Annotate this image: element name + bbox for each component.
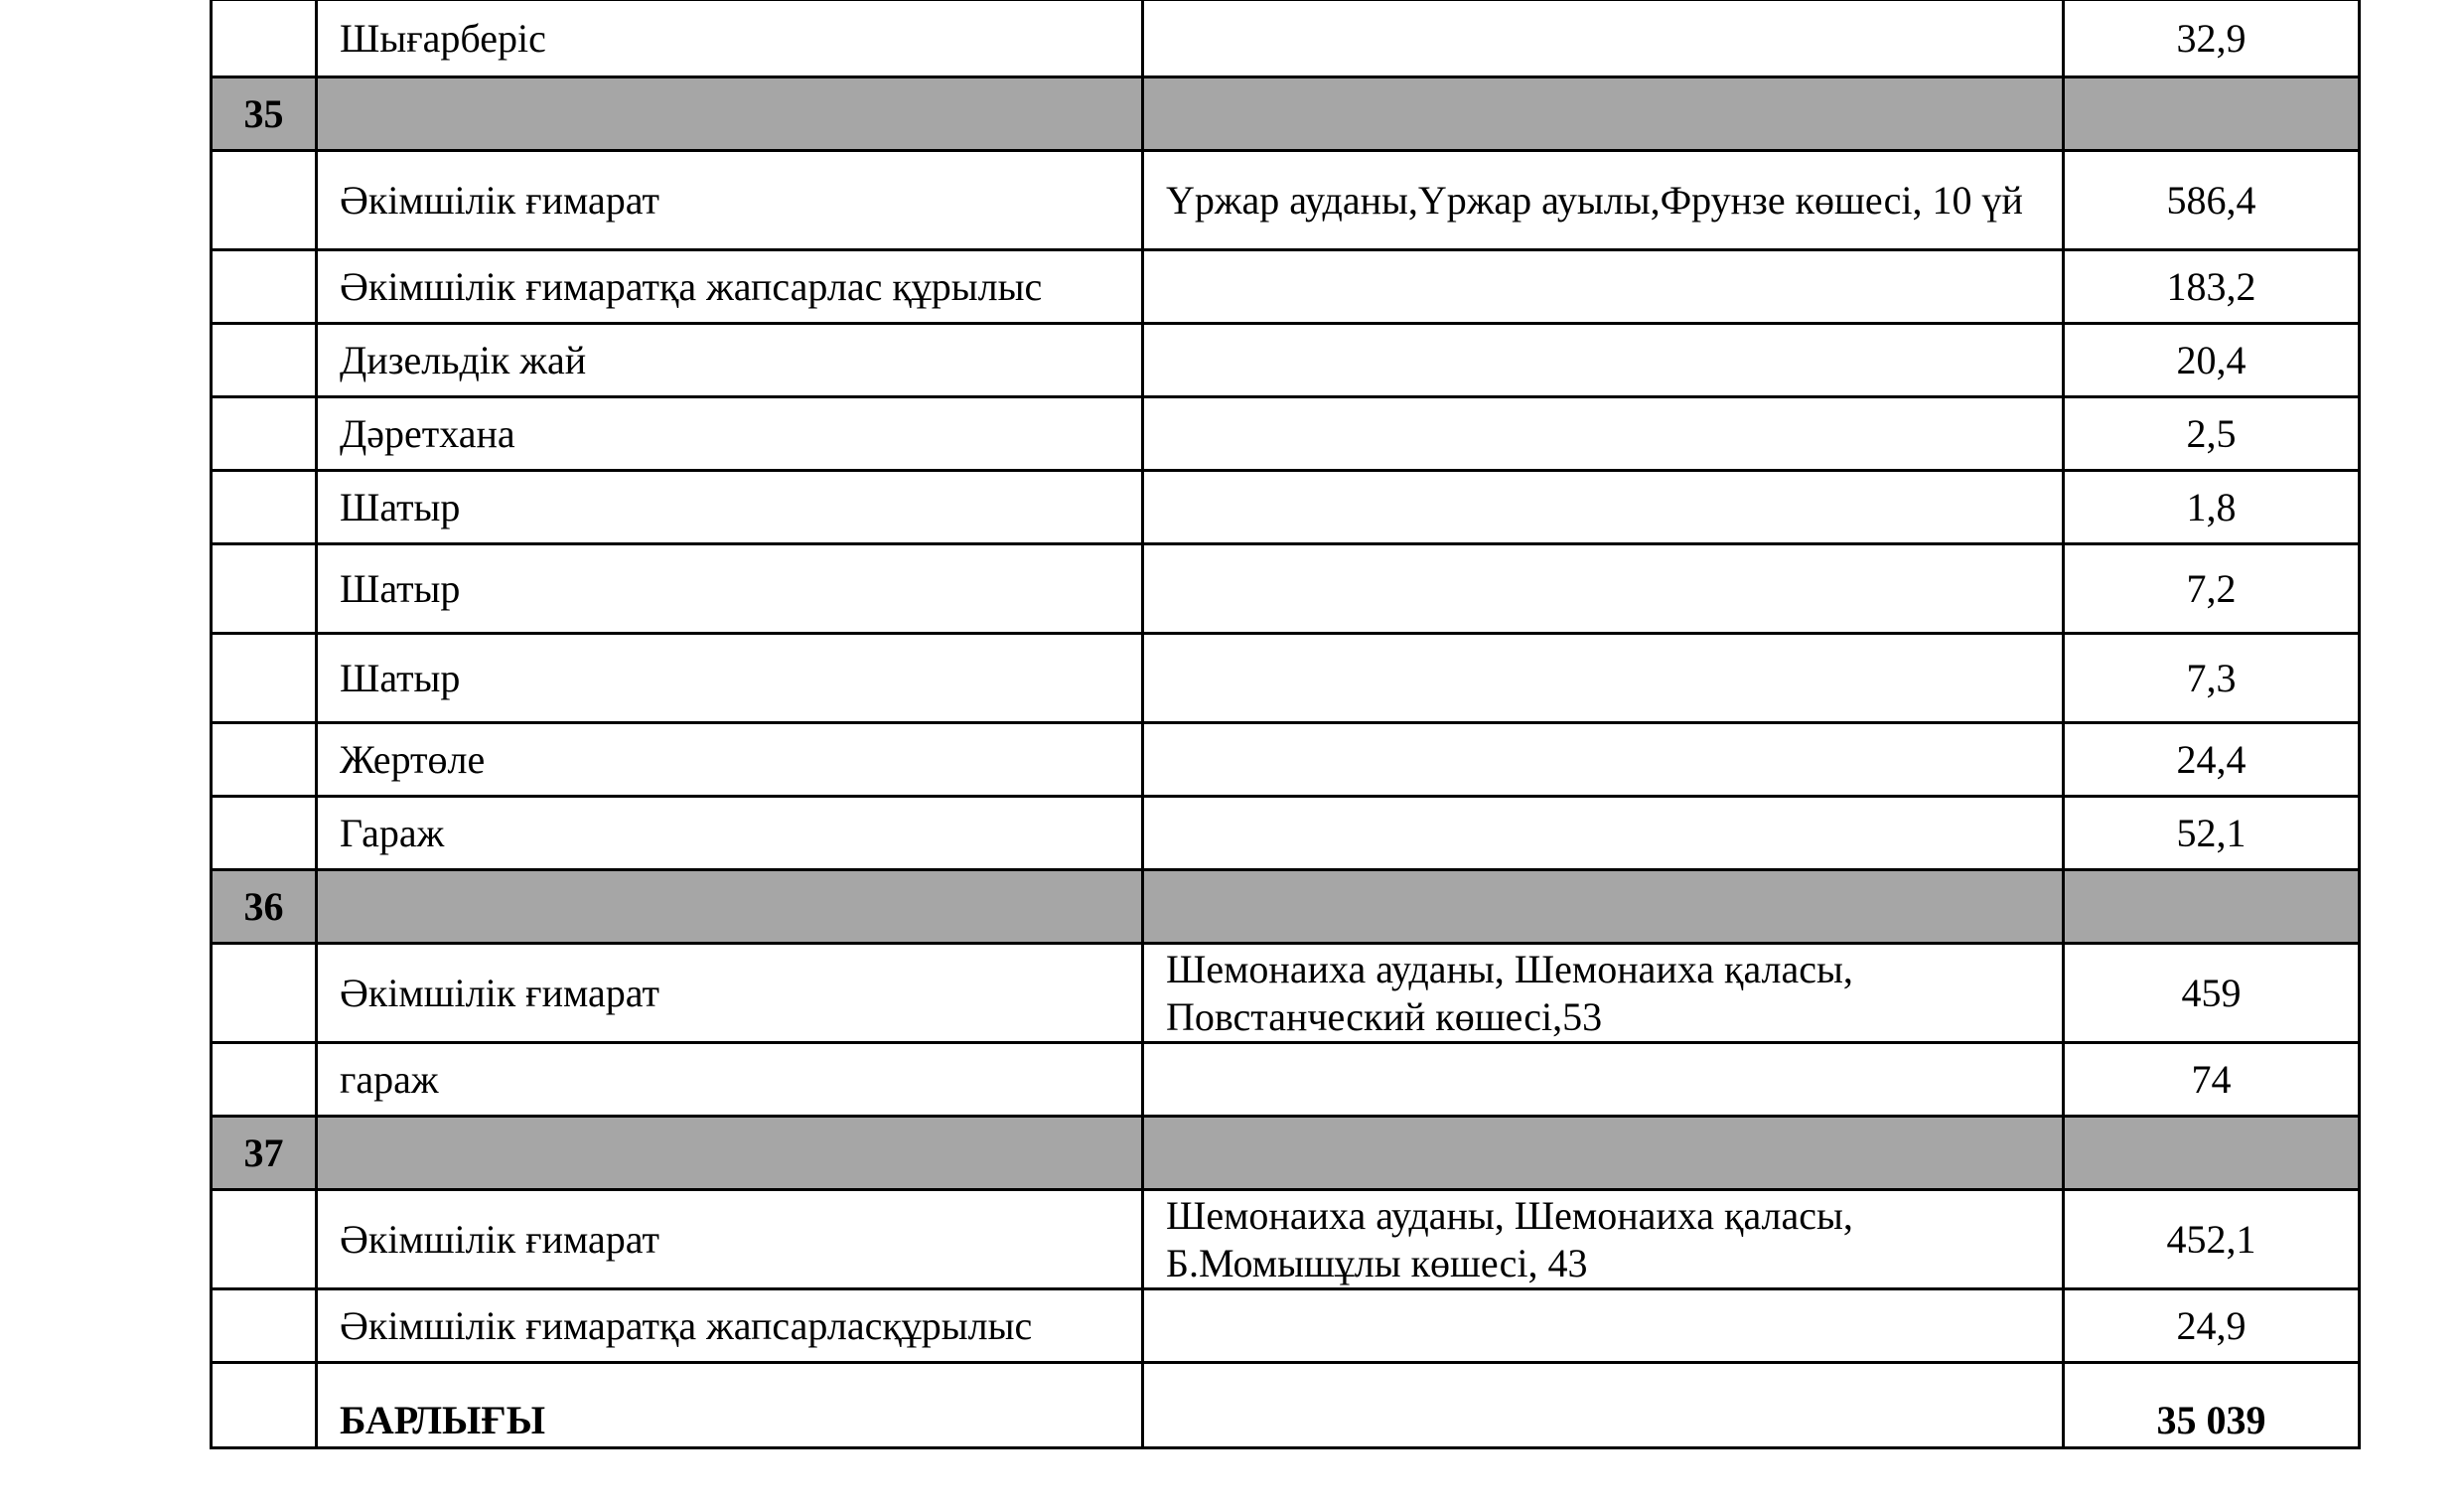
row-number-cell [212, 471, 317, 544]
group-name-cell [317, 1117, 1143, 1190]
row-number-cell [212, 1289, 317, 1363]
group-name-cell [317, 870, 1143, 944]
object-name: Әкімшілік ғимаратқа жапсарлас құрылыс [317, 250, 1143, 324]
object-address [1143, 1289, 2064, 1363]
row-number-cell [212, 0, 317, 77]
object-area: 20,4 [2064, 324, 2360, 397]
row-number-cell [212, 544, 317, 634]
object-address: Үржар ауданы,Үржар ауылы,Фрунзе көшесі, 10 үй [1143, 151, 2064, 250]
object-area: 7,3 [2064, 634, 2360, 723]
total-value: 35 039 [2064, 1363, 2360, 1448]
group-address-cell [1143, 77, 2064, 151]
group-header-row [212, 870, 2360, 944]
object-area: 32,9 [2064, 0, 2360, 77]
row-number-cell [212, 723, 317, 797]
table-row [212, 471, 2360, 544]
object-area: 1,8 [2064, 471, 2360, 544]
object-name: Шатыр [317, 471, 1143, 544]
object-name: Әкімшілік ғимарат [317, 1190, 1143, 1289]
total-row [212, 1363, 2360, 1448]
group-address-cell [1143, 870, 2064, 944]
table-row [212, 1043, 2360, 1117]
object-area: 24,4 [2064, 723, 2360, 797]
object-address: Шемонаиха ауданы, Шемонаиха қаласы, Б.Момышұлы көшесі, 43 [1143, 1190, 2064, 1289]
object-name: Әкімшілік ғимаратқа жапсарласқұрылыс [317, 1289, 1143, 1363]
total-label: БАРЛЫҒЫ [317, 1363, 1143, 1448]
object-name: Шатыр [317, 634, 1143, 723]
object-address [1143, 544, 2064, 634]
object-name: Жертөле [317, 723, 1143, 797]
object-area: 452,1 [2064, 1190, 2360, 1289]
group-area-cell [2064, 1117, 2360, 1190]
row-number-cell [212, 324, 317, 397]
object-address [1143, 797, 2064, 870]
object-address [1143, 634, 2064, 723]
group-number: 37 [212, 1117, 317, 1190]
table-row [212, 151, 2360, 250]
object-area: 183,2 [2064, 250, 2360, 324]
object-address [1143, 324, 2064, 397]
table-row [212, 797, 2360, 870]
group-area-cell [2064, 77, 2360, 151]
group-address-cell [1143, 1117, 2064, 1190]
object-area: 52,1 [2064, 797, 2360, 870]
object-area: 7,2 [2064, 544, 2360, 634]
row-number-cell [212, 634, 317, 723]
property-table [210, 0, 2361, 1449]
group-number: 36 [212, 870, 317, 944]
group-header-row [212, 77, 2360, 151]
object-address [1143, 250, 2064, 324]
object-address [1143, 723, 2064, 797]
object-name: Шығарберіс [317, 0, 1143, 77]
row-number-cell [212, 1190, 317, 1289]
row-number-cell [212, 797, 317, 870]
table-row [212, 0, 2360, 77]
object-name: гараж [317, 1043, 1143, 1117]
object-area: 74 [2064, 1043, 2360, 1117]
object-name: Гараж [317, 797, 1143, 870]
table-row [212, 544, 2360, 634]
group-name-cell [317, 77, 1143, 151]
object-area: 459 [2064, 944, 2360, 1043]
object-area: 586,4 [2064, 151, 2360, 250]
object-address [1143, 1043, 2064, 1117]
table-row [212, 397, 2360, 471]
row-number-cell [212, 397, 317, 471]
object-address: Шемонаиха ауданы, Шемонаиха қаласы, Повстанческий көшесі,53 [1143, 944, 2064, 1043]
object-name: Әкімшілік ғимарат [317, 944, 1143, 1043]
object-address [1143, 471, 2064, 544]
table-row [212, 250, 2360, 324]
object-name: Дизельдік жай [317, 324, 1143, 397]
row-number-cell [212, 250, 317, 324]
group-header-row [212, 1117, 2360, 1190]
total-address-cell [1143, 1363, 2064, 1448]
table-row [212, 324, 2360, 397]
group-area-cell [2064, 870, 2360, 944]
row-number-cell [212, 1363, 317, 1448]
table-row [212, 1190, 2360, 1289]
object-area: 2,5 [2064, 397, 2360, 471]
table-row [212, 634, 2360, 723]
group-number: 35 [212, 77, 317, 151]
row-number-cell [212, 151, 317, 250]
object-address [1143, 0, 2064, 77]
row-number-cell [212, 1043, 317, 1117]
object-name: Дәретхана [317, 397, 1143, 471]
object-area: 24,9 [2064, 1289, 2360, 1363]
row-number-cell [212, 944, 317, 1043]
object-address [1143, 397, 2064, 471]
table-row [212, 723, 2360, 797]
table-row [212, 944, 2360, 1043]
table-row [212, 1289, 2360, 1363]
object-name: Шатыр [317, 544, 1143, 634]
object-name: Әкімшілік ғимарат [317, 151, 1143, 250]
